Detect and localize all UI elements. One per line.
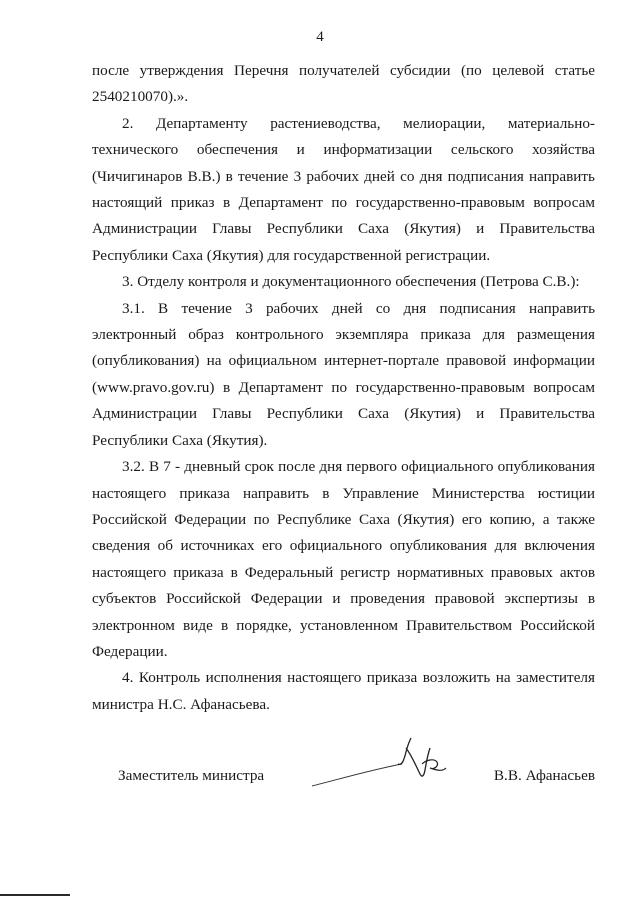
paragraph-item-3: 3. Отделу контроля и документационного обеспечения (Петрова С.В.): <box>122 273 580 291</box>
paragraph-item-3-1: 3.1. В течение 3 рабочих дней со дня подписания направить электронный образ контрольного экземпляра приказа для размещения (опубликования) на официальном интернет-портале правовой информации (www.pravo.gov.ru) в Департамент по государственно-правовым вопросам Администрации Главы Республики Саха (Якутия) и Правительства Республики Саха (Якутия). <box>92 299 595 449</box>
page-number: 4 <box>316 29 324 45</box>
footer-rule <box>0 894 70 896</box>
paragraph-item-3-2: 3.2. В 7 - дневный срок после дня первого официального опубликования настоящего приказа направить в Управление Министерства юстиции Российской Федерации по Республике Саха (Якутия) его копию, а также сведения об источниках его официального опубликования для включения настоящего приказа в Федеральный регистр нормативных правовых актов субъектов Российской Федерации и проведения правовой экспертизы в электронном виде в порядке, установленном Правительством Российской Федерации. <box>92 458 595 660</box>
paragraph-item-4: 4. Контроль исполнения настоящего приказа возложить на заместителя министра Н.С. Афанасьева. <box>92 669 595 713</box>
paragraph-item-2: 2. Департаменту растениеводства, мелиорации, материально-технического обеспечения и информатизации сельского хозяйства (Чичигинаров В.В.) в течение 3 рабочих дней со дня подписания направить настоящий приказ в Департамент по государственно-правовым вопросам Администрации Главы Республики Саха (Якутия) и Правительства Республики Саха (Якутия) для государственной регистрации. <box>92 114 595 264</box>
paragraph-continuation: после утверждения Перечня получателей субсидии (по целевой статье 2540210070).». <box>92 62 595 106</box>
handwritten-signature <box>310 734 460 794</box>
signatory-name: В.В. Афанасьев <box>493 767 595 784</box>
signatory-title: Заместитель министра <box>118 767 265 784</box>
document-body <box>92 58 595 718</box>
signature-block <box>92 752 595 802</box>
